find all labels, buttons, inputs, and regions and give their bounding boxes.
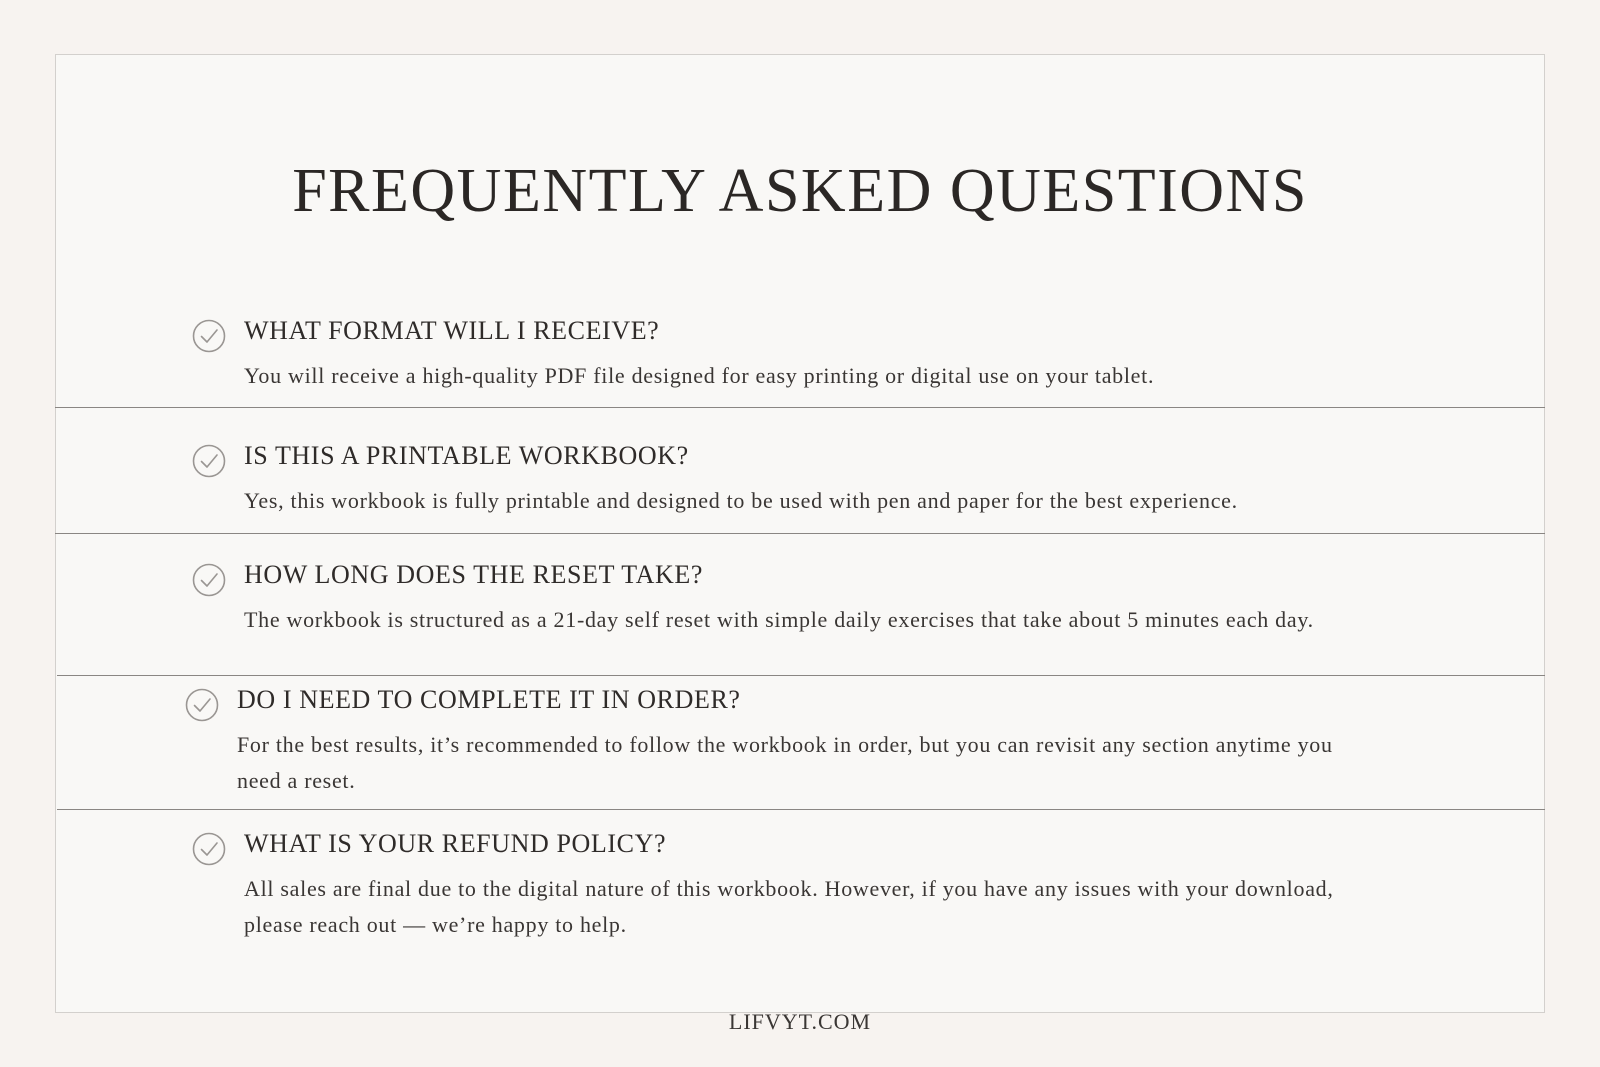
faq-question: IS THIS A PRINTABLE WORKBOOK? [244,441,689,470]
faq-question: HOW LONG DOES THE RESET TAKE? [244,560,703,589]
check-circle-icon [185,688,219,722]
faq-answer: For the best results, it’s recommended to follow the workbook in order, but you can revisit any section anytime you need a reset. [237,732,1333,793]
divider [57,809,1545,810]
check-circle-icon [192,832,226,866]
faq-answer: The workbook is structured as a 21-day self reset with simple daily exercises that take about 5 minutes each day. [244,607,1314,632]
divider [55,533,1545,534]
faq-answer: You will receive a high-quality PDF file designed for easy printing or digital use on your tablet. [244,363,1155,388]
faq-question: WHAT FORMAT WILL I RECEIVE? [244,316,660,345]
faq-answer: Yes, this workbook is fully printable and designed to be used with pen and paper for the best experience. [244,488,1238,513]
divider [57,675,1545,676]
faq-question: DO I NEED TO COMPLETE IT IN ORDER? [237,685,741,714]
check-circle-icon [192,319,226,353]
check-circle-icon [192,563,226,597]
check-circle-icon [192,444,226,478]
faq-answer: All sales are final due to the digital nature of this workbook. However, if you have any issues with your download, please reach out — we’re happy to help. [244,876,1334,937]
page-title: FREQUENTLY ASKED QUESTIONS [292,157,1308,225]
footer-website: LIFVYT.COM [728,1009,872,1034]
faq-question: WHAT IS YOUR REFUND POLICY? [244,829,667,858]
divider [55,407,1545,408]
